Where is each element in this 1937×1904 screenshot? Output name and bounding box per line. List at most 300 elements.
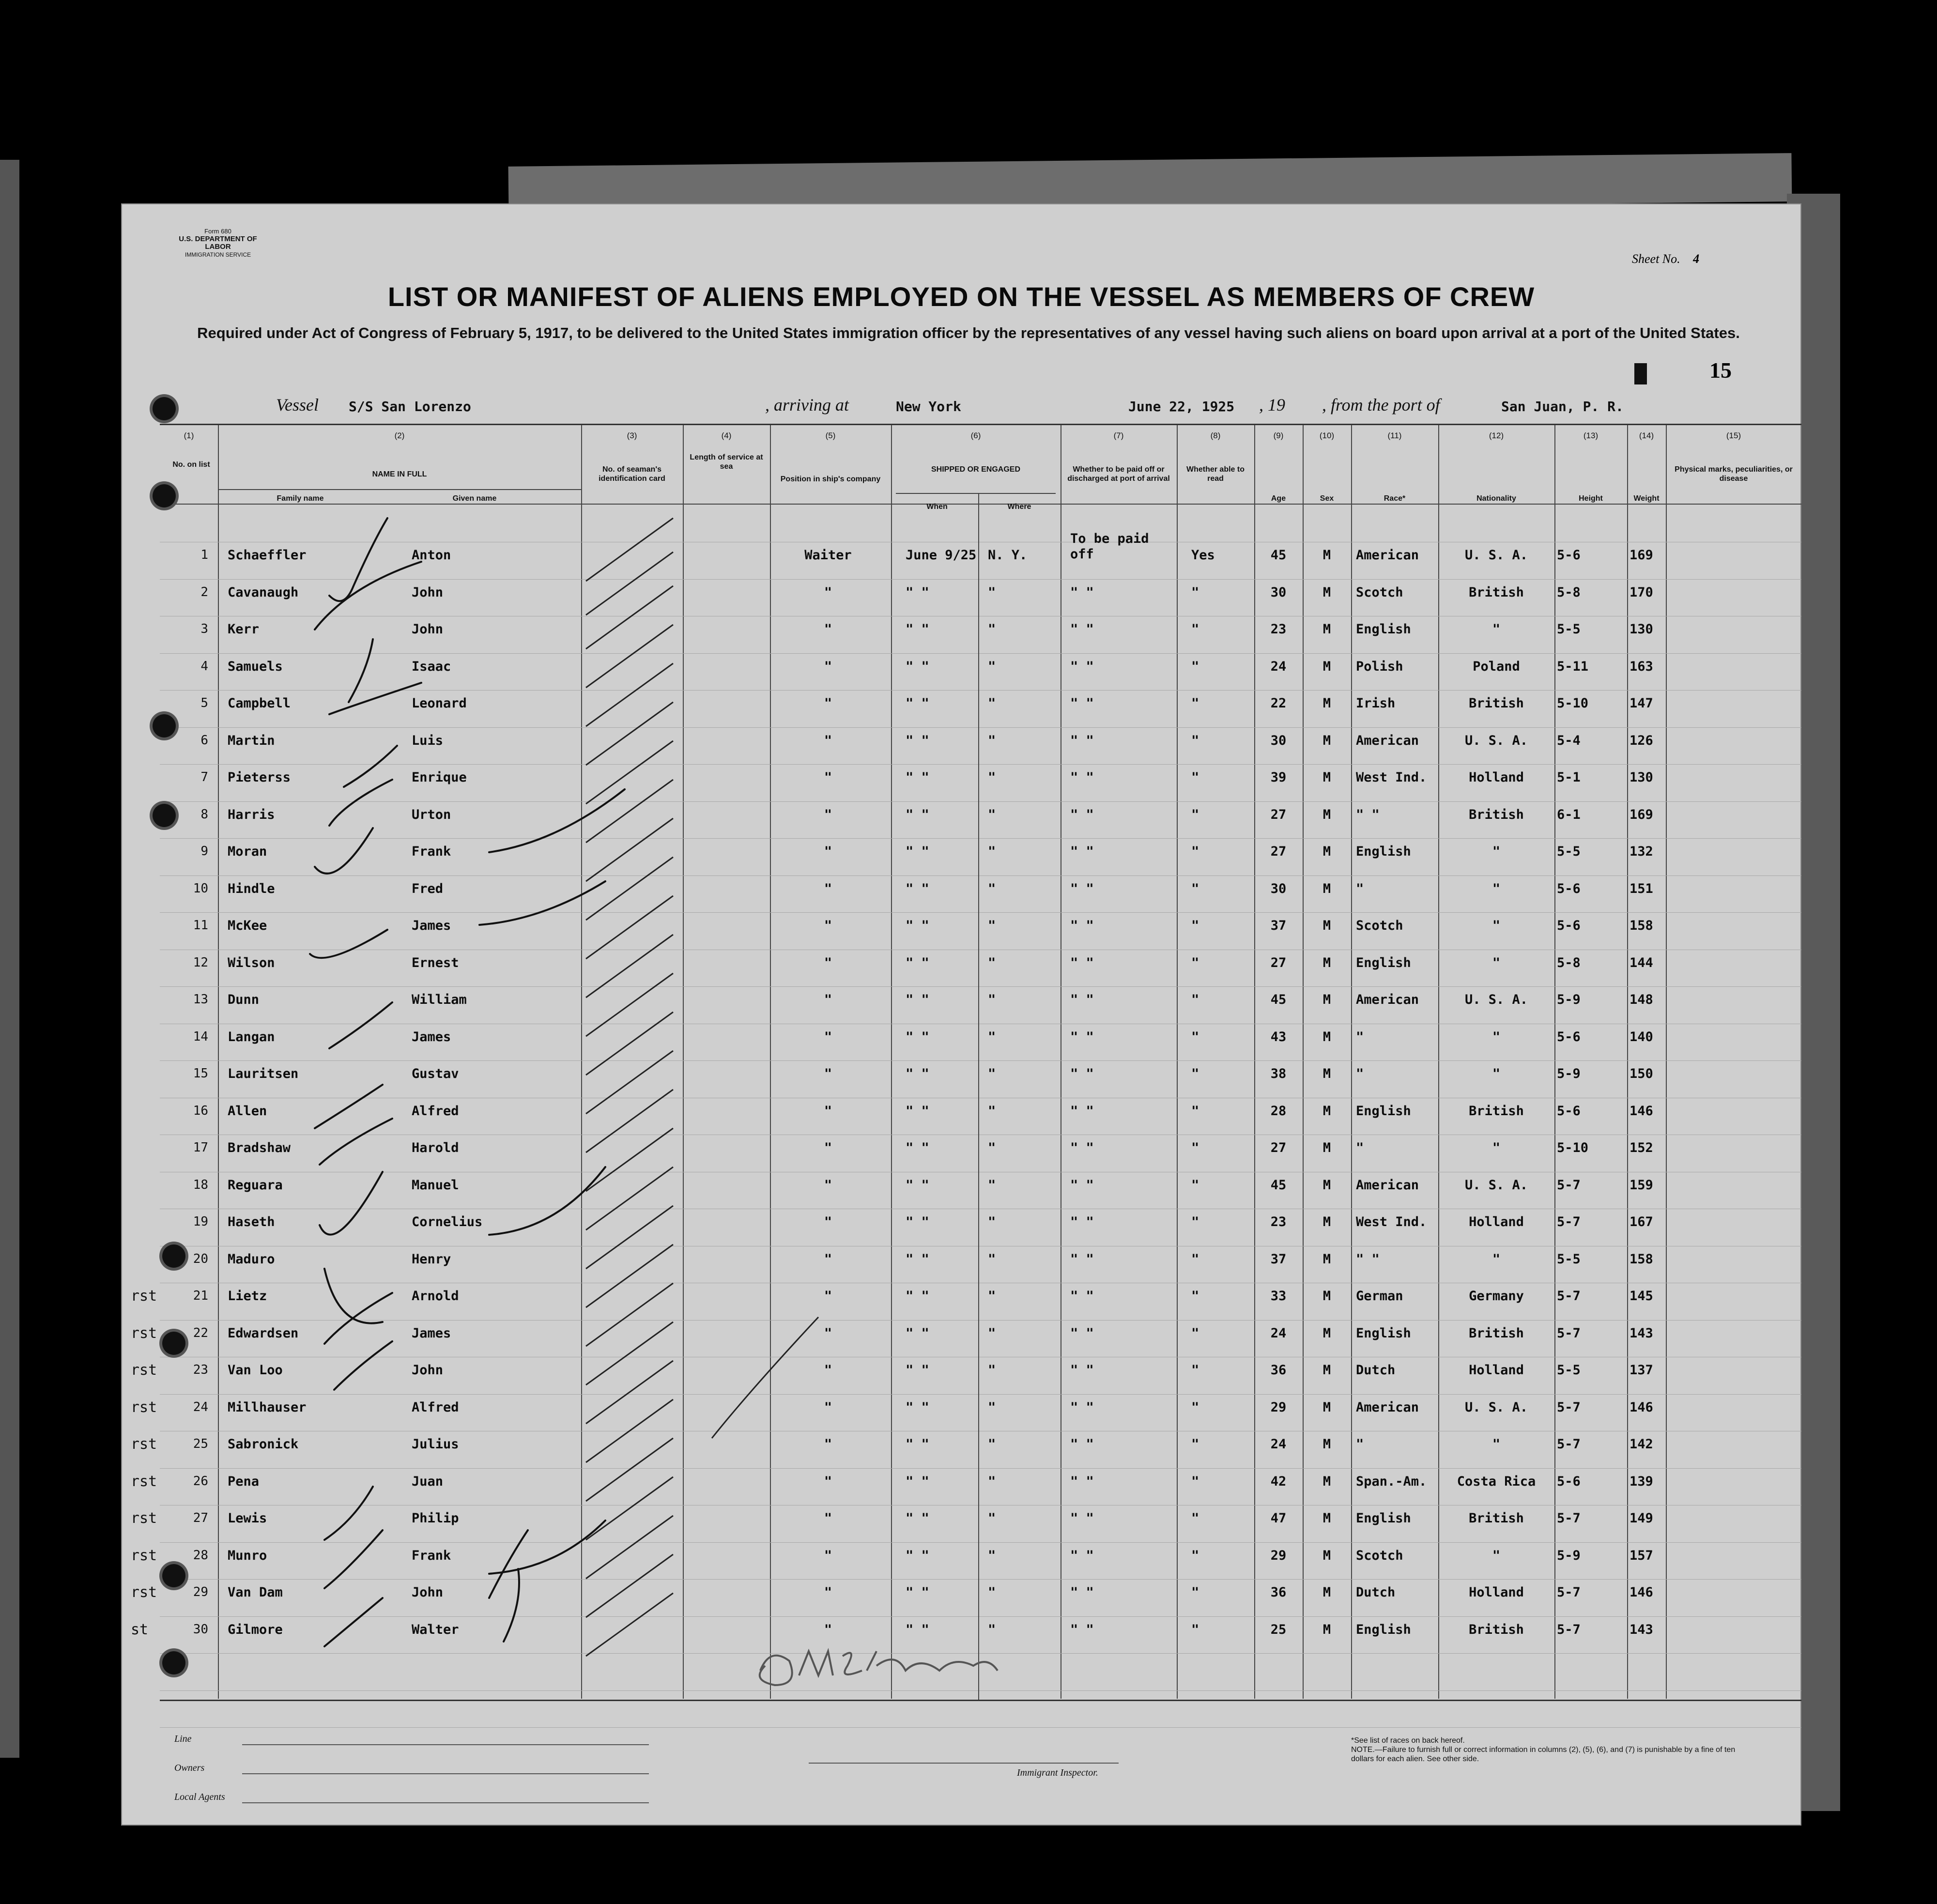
cell-weight: 126	[1630, 733, 1653, 748]
cell-read: "	[1191, 733, 1199, 748]
year-label: , 19	[1259, 395, 1285, 415]
cell-weight: 142	[1630, 1437, 1653, 1452]
cell-family: Pena	[228, 1474, 260, 1489]
cell-position: "	[824, 992, 832, 1007]
cell-given: Isaac	[412, 659, 451, 674]
arrival-port: New York	[896, 399, 961, 415]
cell-race: "	[1356, 1437, 1364, 1452]
cell-age: 42	[1270, 1474, 1287, 1489]
cell-age: 24	[1270, 1325, 1287, 1341]
cell-when: " "	[906, 1177, 929, 1193]
races-note: *See list of races on back hereof.	[1351, 1736, 1465, 1745]
cell-sex: M	[1322, 1437, 1331, 1452]
cell-weight: 140	[1630, 1029, 1653, 1044]
cell-weight: 148	[1630, 992, 1653, 1007]
cell-read: "	[1191, 1363, 1199, 1378]
check-mark	[324, 1487, 373, 1540]
cell-paid: " "	[1070, 881, 1094, 896]
cell-race: American	[1356, 548, 1419, 563]
cell-where: "	[988, 844, 996, 859]
header-given-name: Given name	[452, 494, 497, 503]
cell-race: English	[1356, 1325, 1411, 1341]
cell-when: " "	[906, 918, 929, 933]
stamp-number: 15	[1709, 358, 1732, 383]
punch-hole	[162, 1332, 185, 1355]
cell-weight: 143	[1630, 1325, 1653, 1341]
cell-race: Scotch	[1356, 918, 1403, 933]
check-mark	[320, 1172, 383, 1235]
cell-height: 5-7	[1557, 1289, 1581, 1304]
cell-given: Juan	[412, 1474, 444, 1489]
cell-race: Dutch	[1356, 1363, 1396, 1378]
cell-paid: " "	[1070, 992, 1094, 1007]
cell-weight: 130	[1630, 770, 1653, 785]
cell-family: Van Loo	[228, 1363, 283, 1378]
cell-family: Edwardsen	[228, 1325, 299, 1341]
cell-when: " "	[906, 733, 929, 748]
cell-where: "	[988, 1548, 996, 1563]
slash-mark	[586, 625, 673, 688]
check-mark	[334, 1341, 392, 1390]
cell-given: Urton	[412, 807, 451, 822]
cell-race: "	[1356, 1066, 1364, 1081]
arrival-date: June 22, 1925	[1128, 399, 1235, 415]
from-port-label: , from the port of	[1322, 395, 1440, 415]
cell-position: "	[824, 1251, 832, 1267]
cell-height: 5-9	[1557, 992, 1581, 1007]
cell-family: Sabronick	[228, 1437, 299, 1452]
cell-sex: M	[1322, 1622, 1331, 1637]
cell-paid: " "	[1070, 1511, 1094, 1526]
cell-sex: M	[1322, 1066, 1331, 1081]
cell-paid: " "	[1070, 1548, 1094, 1563]
cell-when: " "	[906, 659, 929, 674]
background-sheet-left	[0, 160, 19, 1758]
header-marks: Physical marks, peculiarities, or disease	[1675, 465, 1793, 483]
cell-where: "	[988, 1622, 996, 1637]
cell-position: Waiter	[804, 548, 852, 563]
slash-mark	[586, 1477, 673, 1540]
cell-height: 5-9	[1557, 1548, 1581, 1563]
cell-age: 27	[1270, 844, 1287, 859]
inspector-rule	[809, 1763, 1119, 1764]
slash-mark	[586, 1593, 673, 1656]
header-sex: Sex	[1320, 494, 1334, 503]
cell-height: 5-7	[1557, 1511, 1581, 1526]
cell-given: Luis	[412, 733, 444, 748]
cell-race: English	[1356, 622, 1411, 637]
row-number: 15	[193, 1066, 208, 1081]
department-label: U.S. DEPARTMENT OF LABOR	[179, 235, 257, 251]
cell-height: 5-7	[1557, 1214, 1581, 1229]
margin-mark: rst	[131, 1324, 157, 1342]
cell-weight: 151	[1630, 881, 1653, 896]
cell-height: 5-6	[1557, 1029, 1581, 1044]
row-number: 7	[200, 770, 208, 784]
column-number: (14)	[1639, 431, 1654, 440]
form-number: Form 680	[204, 228, 231, 235]
cell-nationality: British	[1469, 807, 1524, 822]
cell-given: Fred	[412, 881, 444, 896]
footer-line-rule	[242, 1744, 649, 1745]
cell-read: "	[1191, 1251, 1199, 1267]
cell-given: Alfred	[412, 1103, 459, 1119]
slash-mark	[586, 1167, 673, 1230]
cell-height: 5-10	[1557, 696, 1589, 711]
cell-height: 5-5	[1557, 1251, 1581, 1267]
footer-note	[1351, 1736, 1738, 1764]
cell-position: "	[824, 844, 832, 859]
cell-sex: M	[1322, 881, 1331, 896]
cell-family: Lauritsen	[228, 1066, 299, 1081]
cell-sex: M	[1322, 1363, 1331, 1378]
cell-when: " "	[906, 1214, 929, 1229]
footer-signatures	[174, 1734, 707, 1821]
cell-paid: " "	[1070, 1622, 1094, 1637]
cell-given: Ernest	[412, 955, 459, 970]
cell-family: Van Dam	[228, 1585, 283, 1600]
page-title: LIST OR MANIFEST OF ALIENS EMPLOYED ON THE VESSEL AS MEMBERS OF CREW	[387, 281, 1535, 312]
cell-read: "	[1191, 659, 1199, 674]
cell-position: "	[824, 1585, 832, 1600]
cell-height: 5-10	[1557, 1140, 1589, 1155]
cell-sex: M	[1322, 1029, 1331, 1044]
cell-read: Yes	[1191, 548, 1215, 563]
header-id-card: No. of seaman's identification card	[599, 465, 665, 483]
cell-when: " "	[906, 1103, 929, 1119]
cell-family: Langan	[228, 1029, 275, 1044]
check-mark	[315, 828, 373, 874]
cell-when: " "	[906, 992, 929, 1007]
cell-weight: 167	[1630, 1214, 1653, 1229]
slash-mark	[586, 1516, 673, 1579]
footer-agents-rule	[242, 1802, 649, 1803]
check-mark	[489, 1530, 528, 1598]
column-number: (2)	[394, 431, 405, 440]
cell-sex: M	[1322, 1289, 1331, 1304]
cell-age: 33	[1270, 1289, 1287, 1304]
cell-where: "	[988, 1363, 996, 1378]
cell-position: "	[824, 770, 832, 785]
inspector-label: Immigrant Inspector.	[1017, 1767, 1098, 1778]
cell-position: "	[824, 1066, 832, 1081]
fine-note: NOTE.—Failure to furnish full or correct information in columns (2), (5), (6), and (7) is punishable by a fine of ten dollars for each alien. See other side.	[1351, 1746, 1736, 1763]
slash-mark	[586, 1051, 673, 1114]
cell-nationality: "	[1492, 1029, 1501, 1044]
cell-position: "	[824, 1177, 832, 1193]
cell-sex: M	[1322, 584, 1331, 600]
cell-read: "	[1191, 1214, 1199, 1229]
cell-when: " "	[906, 807, 929, 822]
cell-paid: " "	[1070, 955, 1094, 970]
cell-sex: M	[1322, 622, 1331, 637]
punch-hole	[162, 1244, 185, 1268]
cell-weight: 152	[1630, 1140, 1653, 1155]
cell-age: 24	[1270, 1437, 1287, 1452]
cell-when: " "	[906, 696, 929, 711]
cell-age: 47	[1270, 1511, 1287, 1526]
header-shipped: SHIPPED OR ENGAGED	[931, 465, 1021, 474]
slash-mark	[586, 1322, 673, 1385]
cell-age: 37	[1270, 918, 1287, 933]
cell-weight: 158	[1630, 918, 1653, 933]
slash-mark	[586, 518, 673, 581]
cell-nationality: British	[1469, 1622, 1524, 1637]
column-number: (15)	[1726, 431, 1741, 440]
cell-weight: 137	[1630, 1363, 1653, 1378]
cell-weight: 157	[1630, 1548, 1653, 1563]
cell-age: 30	[1270, 584, 1287, 600]
cell-weight: 139	[1630, 1474, 1653, 1489]
row-number: 8	[200, 807, 208, 822]
cell-paid: " "	[1070, 1177, 1094, 1193]
column-number: (9)	[1273, 431, 1284, 440]
cell-when: " "	[906, 1066, 929, 1081]
cell-paid: " "	[1070, 1363, 1094, 1378]
slash-mark	[586, 1012, 673, 1075]
cell-race: "	[1356, 1029, 1364, 1044]
cell-where: N. Y.	[988, 548, 1028, 563]
vessel-name: S/S San Lorenzo	[349, 399, 471, 415]
cell-position: "	[824, 1029, 832, 1044]
cell-read: "	[1191, 1140, 1199, 1155]
cell-read: "	[1191, 881, 1199, 896]
row-number: 18	[193, 1177, 208, 1192]
cell-where: "	[988, 733, 996, 748]
cell-given: Philip	[412, 1511, 459, 1526]
cell-paid: " "	[1070, 1399, 1094, 1415]
cell-position: "	[824, 1548, 832, 1563]
cell-paid: " "	[1070, 1585, 1094, 1600]
cell-when: " "	[906, 622, 929, 637]
cell-given: Frank	[412, 1548, 451, 1563]
footer-owners-rule	[242, 1773, 649, 1774]
cell-given: John	[412, 1585, 444, 1600]
cell-nationality: U. S. A.	[1464, 733, 1528, 748]
cell-paid: " "	[1070, 1029, 1094, 1044]
row-number: 3	[200, 622, 208, 636]
slash-mark	[586, 1438, 673, 1501]
cell-nationality: "	[1492, 1140, 1501, 1155]
cell-paid: " "	[1070, 696, 1094, 711]
cell-weight: 144	[1630, 955, 1653, 970]
cell-nationality: "	[1492, 1066, 1501, 1081]
cell-height: 5-8	[1557, 584, 1581, 600]
cell-nationality: "	[1492, 1251, 1501, 1267]
punch-hole	[153, 804, 176, 827]
cell-nationality: British	[1469, 1511, 1524, 1526]
cell-sex: M	[1322, 659, 1331, 674]
cell-where: "	[988, 1103, 996, 1119]
margin-mark: rst	[131, 1473, 157, 1490]
cell-family: Reguara	[228, 1177, 283, 1193]
cell-height: 5-11	[1557, 659, 1589, 674]
cell-when: " "	[906, 1548, 929, 1563]
cell-sex: M	[1322, 1325, 1331, 1341]
header-able-read: Whether able to read	[1186, 465, 1245, 483]
header-when: When	[926, 503, 948, 511]
cell-given: James	[412, 1325, 451, 1341]
cell-where: "	[988, 1474, 996, 1489]
cell-family: Allen	[228, 1103, 267, 1119]
check-mark	[324, 1269, 383, 1323]
cell-age: 27	[1270, 807, 1287, 822]
row-number: 23	[193, 1363, 208, 1377]
from-port: San Juan, P. R.	[1501, 399, 1624, 415]
cell-sex: M	[1322, 1103, 1331, 1119]
cell-given: James	[412, 1029, 451, 1044]
check-mark	[489, 789, 625, 852]
cell-weight: 147	[1630, 696, 1653, 711]
slash-mark	[586, 702, 673, 765]
cell-age: 45	[1270, 548, 1287, 563]
cell-where: "	[988, 1177, 996, 1193]
row-number: 12	[193, 955, 208, 970]
margin-mark: rst	[131, 1436, 157, 1453]
cell-when: " "	[906, 1622, 929, 1637]
row-number: 26	[193, 1474, 208, 1489]
cell-where: "	[988, 770, 996, 785]
cell-race: Dutch	[1356, 1585, 1396, 1600]
cell-nationality: Germany	[1469, 1289, 1524, 1304]
cell-nationality: "	[1492, 1548, 1501, 1563]
cell-given: Frank	[412, 844, 451, 859]
column-number: (8)	[1210, 431, 1221, 440]
punch-hole	[153, 397, 176, 420]
cell-age: 22	[1270, 696, 1287, 711]
cell-weight: 145	[1630, 1289, 1653, 1304]
cell-when: " "	[906, 844, 929, 859]
cell-race: American	[1356, 1177, 1419, 1193]
cell-family: Millhauser	[228, 1399, 307, 1415]
cell-when: " "	[906, 881, 929, 896]
margin-mark: rst	[131, 1584, 157, 1601]
cell-age: 39	[1270, 770, 1287, 785]
cell-height: 5-6	[1557, 918, 1581, 933]
punch-hole	[153, 484, 176, 507]
header-weight: Weight	[1633, 494, 1660, 503]
cell-where: "	[988, 881, 996, 896]
cell-height: 5-4	[1557, 733, 1581, 748]
cell-weight: 170	[1630, 584, 1653, 600]
cell-family: Maduro	[228, 1251, 275, 1267]
cell-paid: " "	[1070, 918, 1094, 933]
cell-family: Haseth	[228, 1214, 275, 1229]
cell-weight: 130	[1630, 622, 1653, 637]
margin-mark: rst	[131, 1510, 157, 1527]
column-number: (3)	[627, 431, 637, 440]
cell-paid: " "	[1070, 584, 1094, 600]
cell-position: "	[824, 1622, 832, 1637]
row-number: 11	[193, 918, 208, 933]
cell-where: "	[988, 1140, 996, 1155]
row-number: 30	[193, 1622, 208, 1637]
cell-read: "	[1191, 622, 1199, 637]
cell-paid: " "	[1070, 1103, 1094, 1119]
cell-height: 5-6	[1557, 548, 1581, 563]
cell-read: "	[1191, 1437, 1199, 1452]
check-mark	[315, 1085, 383, 1128]
column-number: (1)	[184, 431, 194, 440]
cell-race: English	[1356, 1622, 1411, 1637]
cell-family: Munro	[228, 1548, 267, 1563]
cell-when: " "	[906, 1585, 929, 1600]
cell-height: 5-7	[1557, 1585, 1581, 1600]
cell-position: "	[824, 918, 832, 933]
cell-age: 45	[1270, 992, 1287, 1007]
cell-position: "	[824, 1140, 832, 1155]
cell-given: John	[412, 622, 444, 637]
cell-sex: M	[1322, 955, 1331, 970]
cell-height: 5-1	[1557, 770, 1581, 785]
cell-read: "	[1191, 1585, 1199, 1600]
cell-weight: 146	[1630, 1399, 1653, 1415]
row-number: 21	[193, 1289, 208, 1303]
header-no-on-list: No. on list	[172, 461, 210, 469]
cell-race: Irish	[1356, 696, 1396, 711]
cell-height: 5-6	[1557, 1103, 1581, 1119]
cell-age: 23	[1270, 1214, 1287, 1229]
cell-when: " "	[906, 1363, 929, 1378]
punch-hole	[153, 714, 176, 737]
cell-age: 25	[1270, 1622, 1287, 1637]
cell-given: Walter	[412, 1622, 459, 1637]
cell-when: " "	[906, 1474, 929, 1489]
cell-family: Kerr	[228, 622, 260, 637]
check-mark	[489, 1167, 605, 1235]
cell-height: 5-7	[1557, 1177, 1581, 1193]
slash-mark	[586, 896, 673, 959]
footer-owners-label: Owners	[174, 1763, 205, 1773]
cell-family: McKee	[228, 918, 267, 933]
cell-race: West Ind.	[1356, 770, 1427, 785]
cell-nationality: British	[1469, 1325, 1524, 1341]
cell-height: 5-5	[1557, 622, 1581, 637]
cell-age: 23	[1270, 622, 1287, 637]
cell-family: Dunn	[228, 992, 260, 1007]
cell-age: 36	[1270, 1363, 1287, 1378]
cell-nationality: "	[1492, 918, 1501, 933]
cell-read: "	[1191, 1103, 1199, 1119]
column-number: (5)	[825, 431, 836, 440]
cell-when: " "	[906, 1289, 929, 1304]
cell-race: German	[1356, 1289, 1403, 1304]
cell-family: Schaeffler	[228, 548, 307, 563]
cell-height: 5-7	[1557, 1399, 1581, 1415]
cell-family: Hindle	[228, 881, 275, 896]
margin-mark: rst	[131, 1547, 157, 1564]
sheet-number-value: 4	[1693, 252, 1700, 266]
cell-age: 38	[1270, 1066, 1287, 1081]
check-mark	[310, 930, 387, 958]
cell-read: "	[1191, 1399, 1199, 1415]
cell-position: "	[824, 696, 832, 711]
margin-mark: rst	[131, 1288, 157, 1305]
cell-position: "	[824, 1289, 832, 1304]
cell-paid: " "	[1070, 1140, 1094, 1155]
cell-given: Gustav	[412, 1066, 459, 1081]
cell-age: 28	[1270, 1103, 1287, 1119]
cell-position: "	[824, 1214, 832, 1229]
cell-age: 30	[1270, 733, 1287, 748]
cell-family: Lietz	[228, 1289, 267, 1304]
cell-race: American	[1356, 992, 1419, 1007]
cell-height: 5-7	[1557, 1437, 1581, 1452]
cell-where: "	[988, 696, 996, 711]
cell-sex: M	[1322, 1177, 1331, 1193]
column-number: (4)	[721, 431, 732, 440]
row-number: 10	[193, 881, 208, 896]
